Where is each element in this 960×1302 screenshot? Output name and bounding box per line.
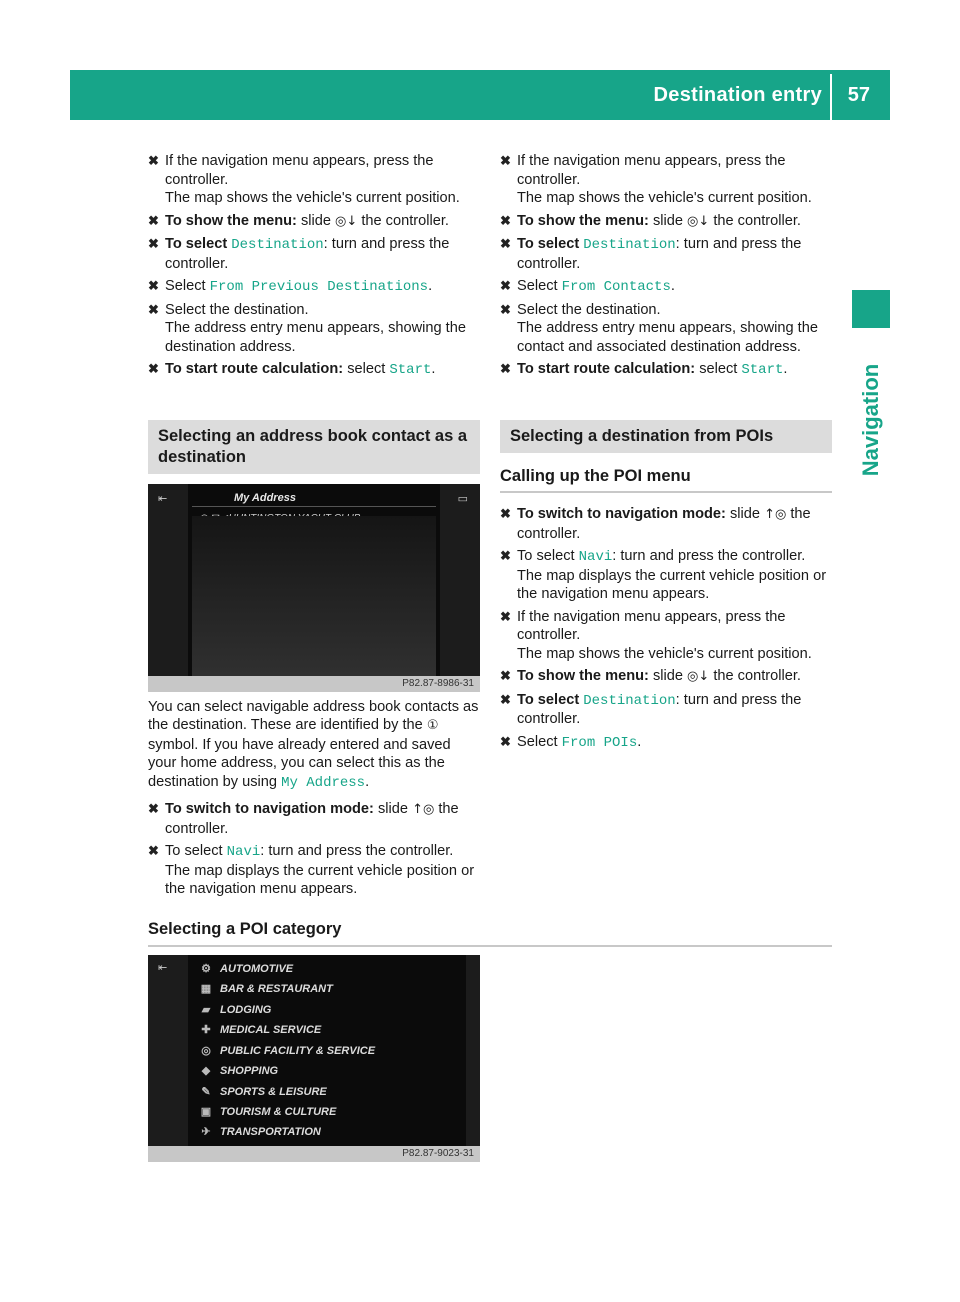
address-screenshot: [148, 484, 480, 692]
subsection-heading: Calling up the POI menu: [500, 467, 832, 494]
step-arrow-icon: ✖: [148, 278, 159, 293]
menu-item: ▰ LODGING: [201, 1004, 272, 1016]
menu-item: ◎ PUBLIC FACILITY & SERVICE: [201, 1045, 376, 1057]
step-arrow-icon: ✖: [500, 733, 511, 749]
step-arrow-icon: ✖: [148, 236, 159, 251]
automotive-icon: ⚙: [201, 963, 211, 975]
instruction-step: ✖ To select Destination: turn and press the controller.: [500, 691, 802, 727]
back-icon: ⇤: [158, 492, 168, 505]
restaurant-icon: ▦: [200, 983, 212, 995]
instruction-step: ✖ Select the destination. The address entry menu appears, showing the destination address.: [148, 301, 466, 355]
step-arrow-icon: ✖: [148, 361, 159, 376]
step-arrow-icon: ✖: [500, 153, 511, 168]
sports-icon: ✎: [201, 1086, 211, 1098]
step-arrow-icon: ✖: [500, 361, 511, 376]
transportation-icon: ✈: [201, 1126, 211, 1138]
menu-item: ▦ BAR & RESTAURANT: [200, 983, 333, 995]
step-arrow-icon: ✖: [500, 691, 511, 707]
step-arrow-icon: ✖: [500, 668, 511, 683]
shopping-icon: ◆: [201, 1065, 211, 1077]
menu-item: ◆ SHOPPING: [201, 1065, 279, 1077]
section-heading: Selecting an address book contact as a destination: [148, 420, 480, 474]
step-arrow-icon: ✖: [148, 153, 159, 168]
step-arrow-icon: ✖: [500, 608, 511, 624]
chapter-tab-marker: [852, 290, 890, 328]
instruction-step: ✖ To select Destination: turn and press the controller.: [500, 236, 802, 272]
navigable-symbol-icon: ①: [426, 718, 439, 733]
instruction-step: ✖ To start route calculation: select Start.: [148, 361, 436, 378]
instruction-step: ✖ Select From POIs.: [500, 733, 642, 751]
menu-item: ✚ MEDICAL SERVICE: [201, 1024, 322, 1036]
step-arrow-icon: ✖: [500, 548, 511, 563]
section-heading: Selecting a destination from POIs: [500, 420, 832, 453]
controller-slide-down-icon: ◎↓: [687, 213, 710, 229]
instruction-step: ✖ To start route calculation: select Start.: [500, 361, 788, 378]
controller-slide-down-icon: ◎↓: [687, 669, 710, 684]
back-icon: ⇤: [158, 962, 168, 974]
step-arrow-icon: ✖: [500, 212, 511, 228]
instruction-step: ✖ To show the menu: slide ◎↓ the controller.: [500, 668, 801, 684]
subsection-heading: Selecting a POI category: [148, 920, 832, 947]
public-facility-icon: ◎: [201, 1045, 211, 1057]
step-arrow-icon: ✖: [148, 301, 159, 317]
menu-item: ▣ TOURISM & CULTURE: [200, 1106, 337, 1118]
step-arrow-icon: ✖: [500, 301, 511, 317]
controller-slide-down-icon: ◎↓: [335, 213, 358, 229]
instruction-step: ✖ If the navigation menu appears, press the controller. The map shows the vehicle's current position.: [500, 153, 812, 206]
page-number: 57: [847, 84, 870, 106]
controller-slide-up-icon: ↑◎: [764, 507, 787, 522]
instruction-step: ✖ If the navigation menu appears, press the controller. The map shows the vehicle's current position.: [148, 153, 460, 206]
step-arrow-icon: ✖: [500, 236, 511, 251]
step-arrow-icon: ✖: [500, 278, 511, 293]
figure-caption: P82.87-9023-31: [148, 1146, 480, 1162]
step-arrow-icon: ✖: [148, 801, 159, 816]
instruction-step: ✖ Select From Previous Destinations.: [148, 278, 433, 295]
options-icon: ▭: [457, 492, 468, 505]
page-header: [70, 70, 890, 120]
tourism-icon: ▣: [200, 1106, 212, 1118]
instruction-step: ✖ If the navigation menu appears, press the controller. The map shows the vehicle's current position.: [500, 608, 812, 662]
menu-item: ✈ TRANSPORTATION: [201, 1126, 321, 1138]
instruction-step: ✖ To select Destination: turn and press the controller.: [148, 236, 450, 272]
menu-item: ⚙ AUTOMOTIVE: [201, 963, 294, 975]
controller-slide-up-icon: ↑◎: [412, 802, 435, 817]
step-arrow-icon: ✖: [148, 843, 159, 858]
instruction-step: ✖ To select Navi: turn and press the controller. The map displays the current vehicle position or the navigation menu appears.: [500, 548, 827, 602]
left-column: [148, 152, 480, 903]
step-arrow-icon: ✖: [148, 212, 159, 228]
instruction-step: ✖ To show the menu: slide ◎↓ the controller.: [500, 212, 801, 229]
instruction-step: ✖ To switch to navigation mode: slide ↑◎ the controller.: [500, 506, 811, 542]
medical-icon: ✚: [201, 1024, 211, 1036]
instruction-step: ✖ To select Navi: turn and press the controller. The map displays the current vehicle position or the navigation menu appears.: [148, 843, 475, 897]
step-arrow-icon: ✖: [500, 506, 511, 521]
poi-category-screenshot: [148, 955, 480, 1162]
header-divider: [830, 74, 832, 120]
chapter-tab-label: Navigation: [858, 363, 883, 477]
instruction-step: ✖ To switch to navigation mode: slide ↑◎ the controller.: [148, 801, 459, 837]
instruction-step: ✖ Select From Contacts.: [500, 278, 675, 295]
lodging-icon: ▰: [201, 1004, 211, 1016]
instruction-step: ✖ To show the menu: slide ◎↓ the controller.: [148, 212, 449, 229]
address-paragraph: You can select navigable address book contacts as the destination. These are identified by the ① symbol. If you have already entered and saved your home address, you can select this as the destination by using My Address.: [148, 698, 479, 791]
section-title: Destination entry: [653, 84, 822, 106]
figure-caption: P82.87-8986-31: [148, 676, 480, 692]
screen-title: My Address: [234, 491, 296, 504]
right-column: [500, 152, 832, 756]
instruction-step: ✖ Select the destination. The address entry menu appears, showing the contact and associated destination address.: [500, 301, 818, 355]
menu-item: ✎ SPORTS & LEISURE: [201, 1086, 327, 1098]
